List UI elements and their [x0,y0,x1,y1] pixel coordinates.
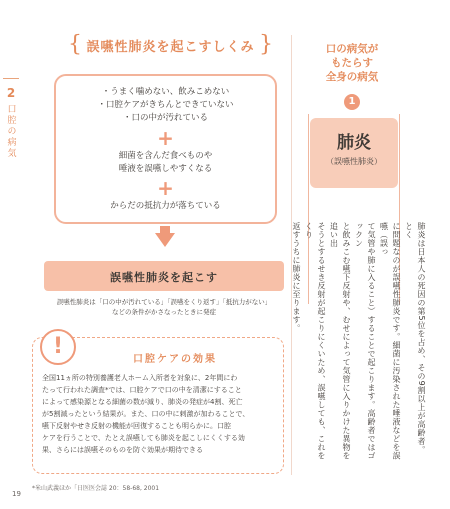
section-label [300,42,404,84]
effect-body-line: 全国11ヵ所の特別養護老人ホーム入所者を対象に、2年間にわ [42,374,238,382]
exclamation-icon: ! [40,329,76,365]
cause-line: ・口の中が汚れている [122,113,208,123]
section-label-line: 口の病気が [325,43,379,55]
cause-line: 細菌を含んだ食べものや [118,151,213,161]
effect-body [42,372,278,456]
cause-line: 唾液を誤嚥しやすくなる [118,164,213,174]
cause-line: ・口腔ケアがきちんとできていない [97,100,234,110]
effect-body-line: たって行われた調査*では、口腔ケアで口の中を清潔にすること [42,386,242,394]
section-label-line: 全身の病気 [325,71,379,83]
description-line: 返すうちに肺炎に至ります。 [292,222,301,333]
mechanism-caption: などの条件がかさなったときに発症 [112,308,216,316]
effect-title: 口腔ケアの効果 [133,354,217,365]
result-text: 誤嚥性肺炎を起こす [110,271,218,284]
effect-body-line: 嚥下反射やせき反射の機能が回復することも明らかに。口腔 [42,422,231,430]
description-line: て気管や肺に入ること）することで起こります。高齢者ではゴックン [354,222,376,460]
chapter-side-tab [0,80,22,159]
left-brace-icon: { [68,32,82,57]
section-label-line: もたらす [331,57,373,69]
plus-icon: + [157,176,174,200]
mechanism-flow-box [54,74,277,224]
effect-body-line: ケアを行うことで、たとえ誤嚥しても肺炎を起こしにくくする効 [42,434,245,442]
disease-subtitle: （誤嚥性肺炎） [326,157,382,166]
chapter-title: 口腔の病気 [5,104,16,159]
description-line: 肺炎は日本人の死因の第5位を占め、その9割以上が高齢者。とく [404,222,426,455]
page-number: 19 [12,490,21,498]
down-arrow-icon [155,233,175,247]
result-bar [44,261,284,291]
chapter-number: 2 [6,86,16,100]
cause-line: からだの抵抗力が落ちている [110,201,221,211]
effect-body-line: 果、さらには誤嚥そのものを防ぐ効果が期待できる [42,446,203,454]
description-line: そうとするせき反射が起こりにくいため、誤嚥しても、これをくり [304,222,326,460]
plus-icon: + [157,126,174,150]
effect-body-line: が5割減ったという結果が。また、口の中に刺激が加わることで、 [42,410,250,418]
mechanism-title-bar [68,32,273,60]
effect-body-line: によって感染源となる細菌の数が減り、肺炎の発症が4割、死亡 [42,398,243,406]
description-line: と飲みこむ嚥下反射や、むせによって気管に入りかけた異物を追い出 [329,222,351,460]
side-tab-rule [3,78,19,79]
mechanism-caption: 誤嚥性肺炎は「口の中が汚れている」「誤嚥をくり返す」「抵抗力がない」 [56,298,272,306]
disease-description [292,222,427,462]
mechanism-title: 誤嚥性肺炎を起こすしくみ [86,40,255,55]
disease-card [310,118,398,188]
description-line: に問題なのが誤嚥性肺炎です。細菌に汚染された唾液などを誤嚥（誤っ [379,222,401,460]
section-number-badge: 1 [344,94,360,110]
cause-line: ・うまく噛めない、飲みこめない [101,87,230,97]
right-brace-icon: } [259,32,273,57]
disease-name: 肺炎 [337,133,371,153]
footnote: *米山武義ほか「日医医会誌 20：58-68, 2001 [32,485,160,492]
